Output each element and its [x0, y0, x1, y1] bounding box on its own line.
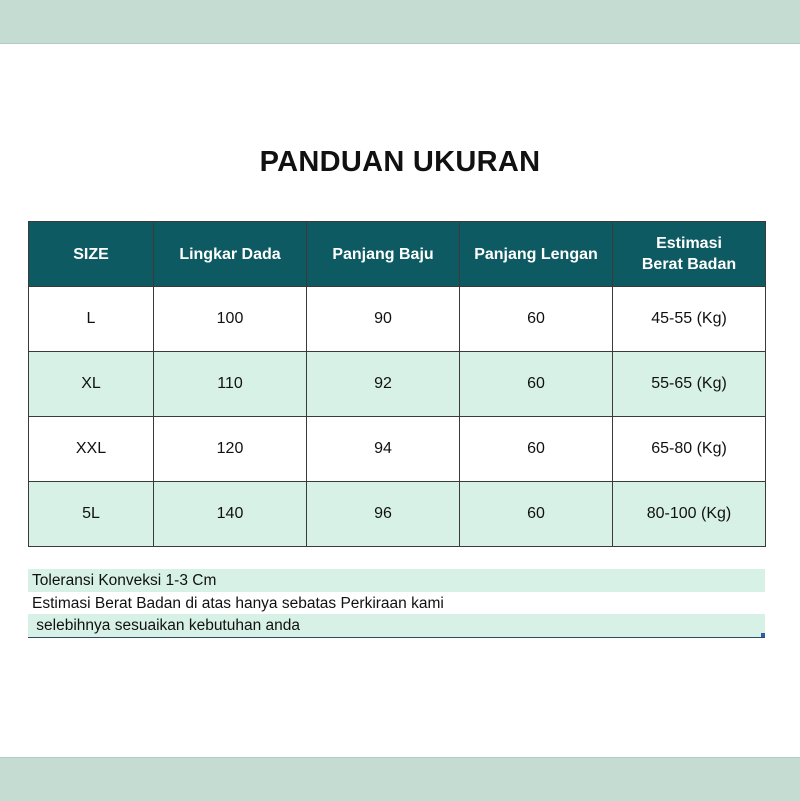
note-estimasi: Estimasi Berat Badan di atas hanya sebatas Perkiraan kami	[32, 594, 444, 612]
cell-panjang-lengan: 60	[460, 352, 613, 417]
cell-size: 5L	[29, 482, 154, 547]
resize-handle-icon	[761, 633, 765, 637]
cell-panjang-baju: 92	[307, 352, 460, 417]
cell-estimasi-berat: 65-80 (Kg)	[613, 417, 766, 482]
cell-panjang-baju: 90	[307, 287, 460, 352]
cell-panjang-baju: 94	[307, 417, 460, 482]
header-panjang-lengan: Panjang Lengan	[460, 222, 613, 287]
cell-panjang-lengan: 60	[460, 287, 613, 352]
cell-panjang-lengan: 60	[460, 482, 613, 547]
notes-block	[28, 569, 765, 638]
header-lingkar-dada: Lingkar Dada	[154, 222, 307, 287]
cell-lingkar-dada: 120	[154, 417, 307, 482]
header-estimasi-line-1: Estimasi	[656, 235, 722, 252]
table-header-row	[29, 222, 766, 287]
cell-size: L	[29, 287, 154, 352]
header-estimasi-berat-badan	[613, 222, 766, 287]
top-decorative-band	[0, 0, 800, 44]
table-row	[29, 417, 766, 482]
note-toleransi: Toleransi Konveksi 1-3 Cm	[28, 569, 765, 592]
table-row	[29, 287, 766, 352]
cell-estimasi-berat: 45-55 (Kg)	[613, 287, 766, 352]
table-row	[29, 352, 766, 417]
bottom-decorative-band	[0, 757, 800, 801]
cell-lingkar-dada: 110	[154, 352, 307, 417]
cell-estimasi-berat: 55-65 (Kg)	[613, 352, 766, 417]
page-title: PANDUAN UKURAN	[259, 146, 541, 178]
size-chart-table	[28, 221, 766, 547]
header-size: SIZE	[29, 222, 154, 287]
cell-panjang-baju: 96	[307, 482, 460, 547]
cell-panjang-lengan: 60	[460, 417, 613, 482]
cell-lingkar-dada: 100	[154, 287, 307, 352]
cell-lingkar-dada: 140	[154, 482, 307, 547]
cell-estimasi-berat: 80-100 (Kg)	[613, 482, 766, 547]
cell-size: XXL	[29, 417, 154, 482]
table-row	[29, 482, 766, 547]
note-selebihnya: selebihnya sesuaikan kebutuhan anda	[28, 614, 765, 637]
header-estimasi-line-2: Berat Badan	[641, 256, 737, 273]
cell-size: XL	[29, 352, 154, 417]
header-panjang-baju: Panjang Baju	[307, 222, 460, 287]
